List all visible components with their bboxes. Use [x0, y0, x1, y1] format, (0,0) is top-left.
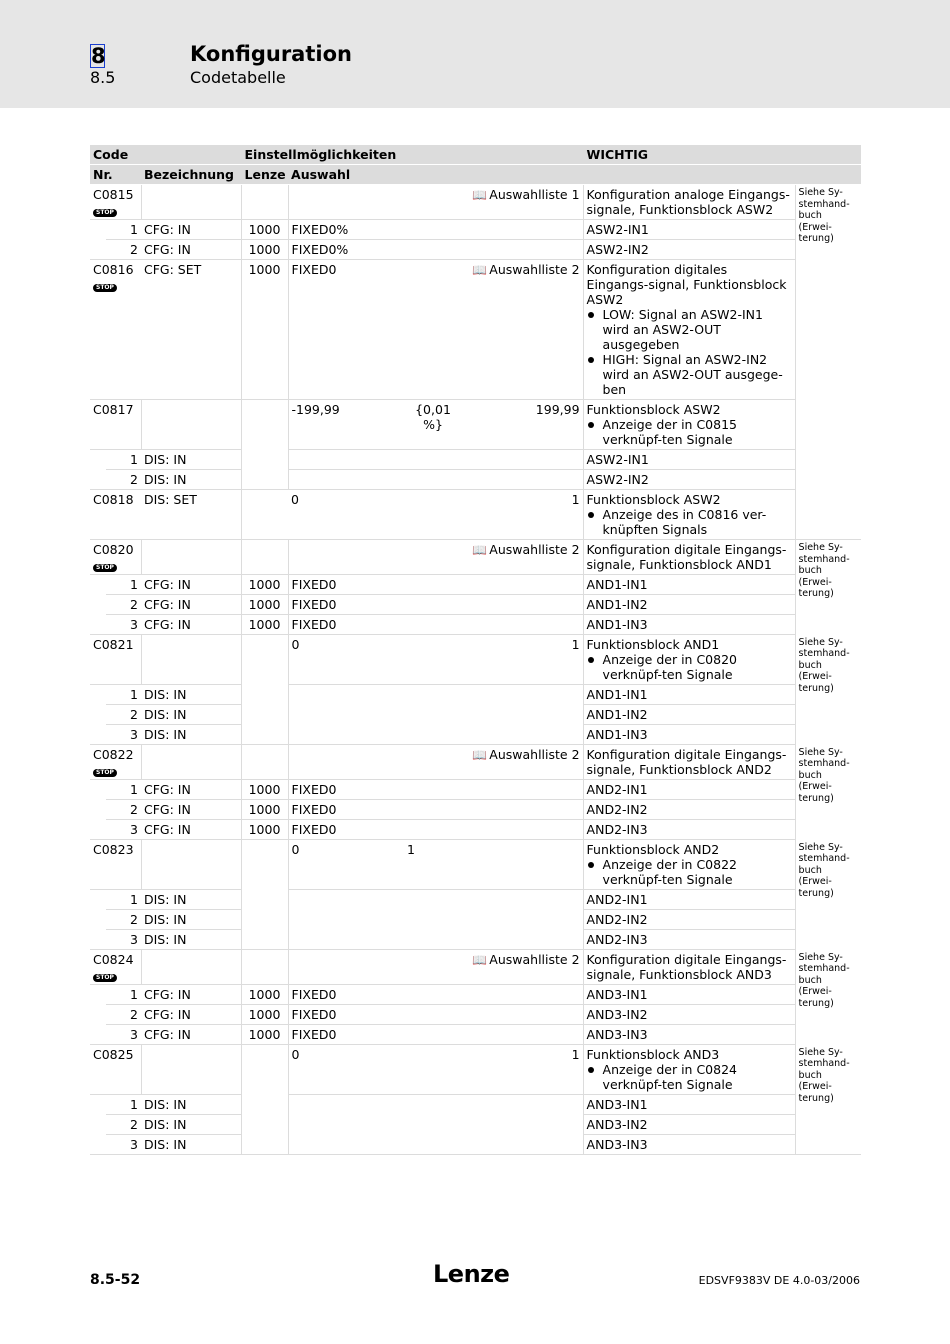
selection-list: Auswahlliste 2 — [489, 262, 580, 277]
page-number: 8.5-52 — [90, 1272, 141, 1288]
section-title: Codetabelle — [190, 68, 286, 87]
table-row — [90, 950, 861, 985]
stop-icon: STOP — [93, 769, 117, 777]
table-row: 2 DIS: IN ASW2-IN2 — [90, 470, 861, 490]
table-row: 1 CFG: IN 1000 FIXED0 AND1-IN1 — [90, 575, 861, 595]
table-row: 1 CFG: IN 1000 FIXED0 AND2-IN1 — [90, 780, 861, 800]
chapter-number: 8 — [91, 44, 106, 68]
header-lenze: Lenze — [241, 165, 288, 185]
code-id: C0823 — [90, 840, 141, 890]
header-settings: Einstellmöglichkeiten — [241, 145, 583, 165]
book-icon: 📖 — [472, 953, 488, 967]
code-description: Konfiguration analoge Eingangs-signale, Funktionsblock ASW2 — [583, 185, 795, 220]
table-row: 2 CFG: IN 1000 FIXED0 AND1-IN2 — [90, 595, 861, 615]
code-description: Konfiguration digitales Eingangs-signal, Funktionsblock ASW2 — [586, 262, 787, 307]
table-row: 1 CFG: IN 1000 FIXED0 AND3-IN1 — [90, 985, 861, 1005]
table-row: 3 CFG: IN 1000 FIXED0 AND3-IN3 — [90, 1025, 861, 1045]
code-id: C0821 — [90, 635, 141, 685]
code-table — [90, 145, 861, 1155]
code-id: C0816 — [93, 262, 134, 277]
table-row: 1 DIS: IN AND3-IN1 — [90, 1095, 861, 1115]
table-row: 2 CFG: IN 1000 FIXED0 AND3-IN2 — [90, 1005, 861, 1025]
book-icon: 📖 — [472, 263, 488, 277]
code-id: C0817 — [90, 400, 141, 450]
code-description: Konfiguration digitale Eingangs-signale, Funktionsblock AND3 — [583, 950, 795, 985]
table-header-row-1 — [90, 145, 861, 165]
code-description: Funktionsblock AND3 — [586, 1047, 720, 1062]
table-row: 1 DIS: IN ASW2-IN1 — [90, 450, 861, 470]
table-row: 1 DIS: IN AND1-IN1 — [90, 685, 861, 705]
bullet-item: LOW: Signal an ASW2-IN1 wird an ASW2-OUT ausgegeben — [603, 307, 792, 352]
header-name: Bezeichnung — [141, 165, 241, 185]
table-row — [90, 745, 861, 780]
book-icon: 📖 — [472, 748, 488, 762]
code-id: C0824 — [93, 952, 134, 967]
side-note: Siehe Sy-stemhand-buch (Erwei-terung) — [795, 1045, 861, 1155]
table-row: C0823 0 1 Funktionsblock AND2 Anzeige der in C0822 verknüpf-ten Signale Siehe Sy-stemhand-buch (Erwei-terung) — [90, 840, 861, 890]
table-row: 1 DIS: IN AND2-IN1 — [90, 890, 861, 910]
bullet-item: HIGH: Signal an ASW2-IN2 wird an ASW2-OUT ausgege-ben — [603, 352, 792, 397]
table-row: 1 CFG: IN 1000 FIXED0% ASW2-IN1 — [90, 220, 861, 240]
side-note: Siehe Sy-stemhand-buch (Erwei-terung) — [795, 635, 861, 745]
code-description: Funktionsblock ASW2 — [586, 402, 721, 417]
side-note: Siehe Sy-stemhand-buch (Erwei-terung) — [795, 840, 861, 950]
table-row: 2 DIS: IN AND1-IN2 — [90, 705, 861, 725]
table-row: 2 DIS: IN AND3-IN2 — [90, 1115, 861, 1135]
bullet-item: Anzeige der in C0815 verknüpf-ten Signale — [603, 417, 792, 447]
selection-list: Auswahlliste 2 — [489, 952, 580, 967]
header-code: Code — [90, 145, 241, 165]
table-row: 2 CFG: IN 1000 FIXED0 AND2-IN2 — [90, 800, 861, 820]
chapter-title: Konfiguration — [190, 42, 352, 66]
table-row: 3 DIS: IN AND1-IN3 — [90, 725, 861, 745]
stop-icon: STOP — [93, 209, 117, 217]
code-id: C0815 — [93, 187, 134, 202]
side-note: Siehe Sy-stemhand-buch (Erwei-terung) — [795, 540, 861, 635]
code-id: C0822 — [93, 747, 134, 762]
table-row: C0818 DIS: SET 0 1 Funktionsblock ASW2 Anzeige des in C0816 ver-knüpften Signals — [90, 490, 861, 540]
side-note: Siehe Sy-stemhand-buch (Erwei-terung) — [795, 185, 861, 260]
table-row: 2 CFG: IN 1000 FIXED0% ASW2-IN2 — [90, 240, 861, 260]
table-row: 3 DIS: IN AND2-IN3 — [90, 930, 861, 950]
table-row: 3 CFG: IN 1000 FIXED0 AND2-IN3 — [90, 820, 861, 840]
bullet-item: Anzeige des in C0816 ver-knüpften Signals — [603, 507, 792, 537]
header-important: WICHTIG — [583, 145, 861, 165]
table-row: C0821 0 1 Funktionsblock AND1 Anzeige der in C0820 verknüpf-ten Signale Siehe Sy-stemhand-buch (Erwei-terung) — [90, 635, 861, 685]
selection-list: Auswahlliste 2 — [489, 542, 580, 557]
stop-icon: STOP — [93, 284, 117, 292]
bullet-item: Anzeige der in C0822 verknüpf-ten Signale — [603, 857, 792, 887]
code-id: C0818 — [90, 490, 141, 540]
bullet-item: Anzeige der in C0820 verknüpf-ten Signale — [603, 652, 792, 682]
book-icon: 📖 — [472, 188, 488, 202]
side-note: Siehe Sy-stemhand-buch (Erwei-terung) — [795, 950, 861, 1045]
page-header — [0, 0, 950, 108]
table-row — [90, 540, 861, 575]
bullet-item: Anzeige der in C0824 verknüpf-ten Signale — [603, 1062, 792, 1092]
document-id: EDSVF9383V DE 4.0-03/2006 — [698, 1274, 860, 1287]
book-icon: 📖 — [472, 543, 488, 557]
table-header-row-2 — [90, 165, 861, 185]
code-id: C0820 — [93, 542, 134, 557]
selection-list: Auswahlliste 1 — [489, 187, 580, 202]
selection-list: Auswahlliste 2 — [489, 747, 580, 762]
table-row: 3 DIS: IN AND3-IN3 — [90, 1135, 861, 1155]
table-row: C0825 0 1 Funktionsblock AND3 Anzeige der in C0824 verknüpf-ten Signale Siehe Sy-stemhand-buch (Erwei-terung) — [90, 1045, 861, 1095]
table-row: C0816 STOP CFG: SET 1000 FIXED0 📖 Auswahlliste 2 Konfiguration digitales Eingangs-signal, Funktionsblock ASW2 LOW: Signal an ASW2-IN1 wird an ASW2-OUT ausgegeben HIGH: Signal an ASW2-IN2 wird an ASW2-OUT ausgege-ben — [90, 260, 861, 400]
stop-icon: STOP — [93, 974, 117, 982]
header-nr: Nr. — [90, 165, 141, 185]
code-description: Konfiguration digitale Eingangs-signale, Funktionsblock AND2 — [583, 745, 795, 780]
header-choice: Auswahl — [288, 165, 583, 185]
side-note: Siehe Sy-stemhand-buch (Erwei-terung) — [795, 745, 861, 840]
code-description: Funktionsblock ASW2 — [586, 492, 721, 507]
code-id: C0825 — [90, 1045, 141, 1095]
table-row: 2 DIS: IN AND2-IN2 — [90, 910, 861, 930]
table-row — [90, 185, 861, 220]
section-number: 8.5 — [90, 68, 116, 87]
lenze-logo: Lenze — [433, 1260, 510, 1288]
code-description: Konfiguration digitale Eingangs-signale, Funktionsblock AND1 — [583, 540, 795, 575]
table-row: C0817 -199,99 {0,01 %} 199,99 Funktionsblock ASW2 Anzeige der in C0815 verknüpf-ten Signale — [90, 400, 861, 450]
table-row: 3 CFG: IN 1000 FIXED0 AND1-IN3 — [90, 615, 861, 635]
code-description: Funktionsblock AND1 — [586, 637, 720, 652]
stop-icon: STOP — [93, 564, 117, 572]
code-description: Funktionsblock AND2 — [586, 842, 720, 857]
